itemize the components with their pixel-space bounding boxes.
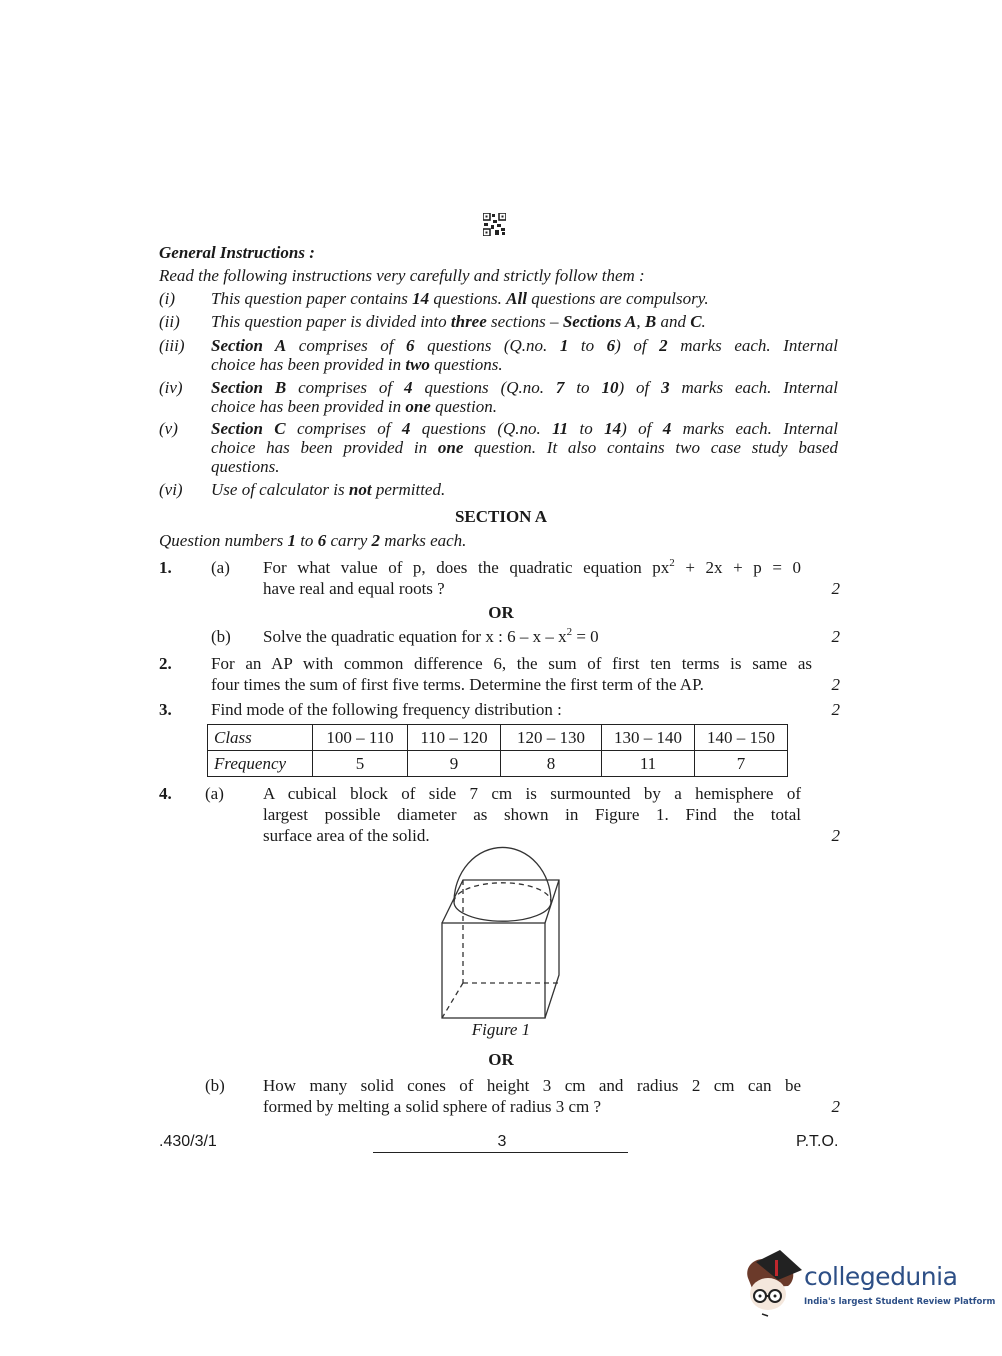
text-run: General Instructions : <box>159 243 315 262</box>
question-line <box>263 579 445 599</box>
text-run: sections – <box>486 312 563 331</box>
section-a-title: SECTION A <box>454 507 548 526</box>
table-cell: 130 – 140 <box>602 725 695 751</box>
text-run: How many solid cones of height 3 cm and radius 2 cm can be <box>263 1076 801 1095</box>
text-run: questions. <box>429 289 507 308</box>
marks-label: 2 <box>831 1097 840 1116</box>
text-run: 4 <box>662 419 672 438</box>
text-run: 14 <box>412 289 430 308</box>
instruction-number: (iii) <box>159 336 185 355</box>
text-run: marks each. <box>380 531 467 550</box>
text-run: formed by melting a solid sphere of radius 3 cm ? <box>263 1097 602 1116</box>
text-run: choice has been provided in <box>211 397 406 416</box>
text-run: ) of <box>618 378 662 397</box>
instruction-number: (iv) <box>159 378 183 397</box>
text-run: three <box>450 312 487 331</box>
text-run: questions are compulsory. <box>526 289 709 308</box>
text-run: = 0 <box>572 627 599 646</box>
qr-code-icon <box>483 213 506 236</box>
table-row <box>208 725 788 751</box>
instructions-heading <box>159 243 315 263</box>
marks-label: 2 <box>831 675 840 694</box>
question-number: 3. <box>159 700 172 719</box>
text-run: have real and equal roots ? <box>263 579 445 598</box>
marks-label: 2 <box>831 579 840 598</box>
text-run: Use of calculator is <box>211 480 349 499</box>
text-run: carry <box>326 531 372 550</box>
text-run: surface area of the solid. <box>263 826 430 845</box>
part-label: (b) <box>211 627 231 646</box>
logo-tagline: India's largest Student Review Platform <box>804 1297 996 1307</box>
instruction-line <box>211 419 838 439</box>
question-line <box>211 654 812 674</box>
superscript: 2 <box>566 626 573 638</box>
table-cell: 100 – 110 <box>313 725 408 751</box>
marks-label: 2 <box>831 826 840 845</box>
text-run: largest possible diameter as shown in Figure 1. Find the total <box>263 805 801 824</box>
marks-label: 2 <box>831 700 840 719</box>
text-run: comprises of <box>286 336 407 355</box>
q4-or: OR <box>488 1050 514 1069</box>
question-line <box>263 805 801 825</box>
frequency-table <box>207 724 788 777</box>
instruction-line <box>211 438 838 458</box>
table-cell: 8 <box>501 751 602 777</box>
text-run: one <box>437 438 464 457</box>
text-run: Section A <box>211 336 287 355</box>
figure-cube-hemisphere <box>430 840 570 1025</box>
instruction-line <box>211 289 838 309</box>
text-run: comprises of <box>286 378 405 397</box>
text-run: one <box>405 397 431 416</box>
text-run: not <box>348 480 372 499</box>
collegedunia-logo <box>742 1248 996 1318</box>
text-run: to <box>568 419 605 438</box>
text-run: questions. <box>429 355 503 374</box>
q1-or: OR <box>488 603 514 622</box>
text-run: 1 <box>287 531 296 550</box>
question-line <box>211 700 562 720</box>
text-run: 14 <box>604 419 622 438</box>
instruction-line <box>211 336 838 356</box>
footer-divider <box>373 1152 628 1153</box>
text-run: question. It also contains two case study based <box>463 438 838 457</box>
instruction-number: (ii) <box>159 312 180 331</box>
section-a-intro <box>159 531 466 551</box>
table-header-class: Class <box>208 725 313 751</box>
text-run: 2 <box>371 531 381 550</box>
text-run: 10 <box>601 378 619 397</box>
text-run: choice has been provided in <box>211 438 438 457</box>
text-run: and <box>656 312 691 331</box>
instruction-line <box>211 397 838 417</box>
question-line <box>263 627 599 647</box>
question-number: 4. <box>159 784 172 803</box>
table-cell: 120 – 130 <box>501 725 602 751</box>
instructions-intro <box>159 266 645 286</box>
question-line <box>211 675 704 695</box>
table-cell: 7 <box>695 751 788 777</box>
text-run: , <box>636 312 645 331</box>
instruction-line <box>211 480 838 500</box>
text-run: Find mode of the following frequency distribution : <box>211 700 562 719</box>
text-run: This question paper is divided into <box>211 312 451 331</box>
text-run: . <box>701 312 706 331</box>
superscript: 2 <box>669 557 675 569</box>
text-run: 3 <box>661 378 670 397</box>
table-cell: 9 <box>408 751 501 777</box>
table-cell: 5 <box>313 751 408 777</box>
text-run: B <box>644 312 657 331</box>
text-run: Solve the quadratic equation for x : 6 – x – x <box>263 627 567 646</box>
text-run: 1 <box>559 336 569 355</box>
part-label: (a) <box>211 558 230 577</box>
text-run: 6 <box>317 531 327 550</box>
question-number: 2. <box>159 654 172 673</box>
table-header-frequency: Frequency <box>208 751 313 777</box>
logo-name: collegedunia <box>804 1262 958 1291</box>
text-run: Sections A <box>562 312 637 331</box>
text-run: 11 <box>552 419 569 438</box>
table-cell: 110 – 120 <box>408 725 501 751</box>
text-run: to <box>295 531 318 550</box>
instruction-line <box>211 355 838 375</box>
text-run: Read the following instructions very carefully and strictly follow them : <box>159 266 645 285</box>
page-number: 3 <box>497 1133 507 1150</box>
text-run: 6 <box>606 336 616 355</box>
text-run: A cubical block of side 7 cm is surmounted by a hemisphere of <box>263 784 801 803</box>
instruction-line <box>211 378 838 398</box>
table-cell: 11 <box>602 751 695 777</box>
question-line <box>263 1076 801 1096</box>
part-label: (a) <box>205 784 224 803</box>
pto-label: P.T.O. <box>796 1133 839 1150</box>
question-line <box>263 826 430 846</box>
instruction-line <box>211 457 838 477</box>
instruction-number: (v) <box>159 419 178 438</box>
text-run: For what value of p, does the quadratic equation px <box>263 558 670 577</box>
text-run: question. <box>430 397 497 416</box>
text-run: 2 <box>659 336 668 355</box>
text-run: This question paper contains <box>211 289 413 308</box>
text-run: questions (Q.no. <box>410 419 553 438</box>
question-line <box>263 1097 601 1117</box>
text-run: Section B <box>211 378 287 397</box>
instruction-number: (i) <box>159 289 176 308</box>
text-run: to <box>564 378 602 397</box>
question-number: 1. <box>159 558 172 577</box>
text-run: + 2x + p = 0 <box>674 558 801 577</box>
text-run: questions (Q.no. <box>414 336 560 355</box>
text-run: C <box>690 312 702 331</box>
figure-caption: Figure 1 <box>471 1020 531 1039</box>
instruction-number: (vi) <box>159 480 183 499</box>
text-run: 6 <box>406 336 415 355</box>
text-run: ) of <box>621 419 663 438</box>
text-run: All <box>506 289 527 308</box>
table-row <box>208 751 788 777</box>
table-cell: 140 – 150 <box>695 725 788 751</box>
text-run: choice has been provided in <box>211 355 406 374</box>
text-run: questions (Q.no. <box>412 378 556 397</box>
text-run: 4 <box>404 378 413 397</box>
text-run: to <box>568 336 607 355</box>
question-line <box>263 558 801 578</box>
text-run: marks each. Internal <box>671 419 838 438</box>
mascot-icon <box>742 1248 804 1318</box>
text-run: four times the sum of first five terms. Determine the first term of the AP. <box>211 675 704 694</box>
text-run: For an AP with common difference 6, the sum of first ten terms is same as <box>211 654 812 673</box>
text-run: 4 <box>401 419 411 438</box>
text-run: marks each. Internal <box>667 336 838 355</box>
text-run: Section C <box>211 419 286 438</box>
text-run: marks each. Internal <box>669 378 838 397</box>
text-run: comprises of <box>285 419 402 438</box>
question-line <box>263 784 801 804</box>
text-run: Question numbers <box>159 531 288 550</box>
text-run: questions. <box>211 457 280 476</box>
text-run: two <box>405 355 430 374</box>
text-run: permitted. <box>371 480 446 499</box>
part-label: (b) <box>205 1076 225 1095</box>
text-run: 7 <box>555 378 565 397</box>
paper-code: .430/3/1 <box>159 1133 217 1150</box>
text-run: ) of <box>615 336 660 355</box>
instruction-line <box>211 312 838 332</box>
marks-label: 2 <box>831 627 840 646</box>
